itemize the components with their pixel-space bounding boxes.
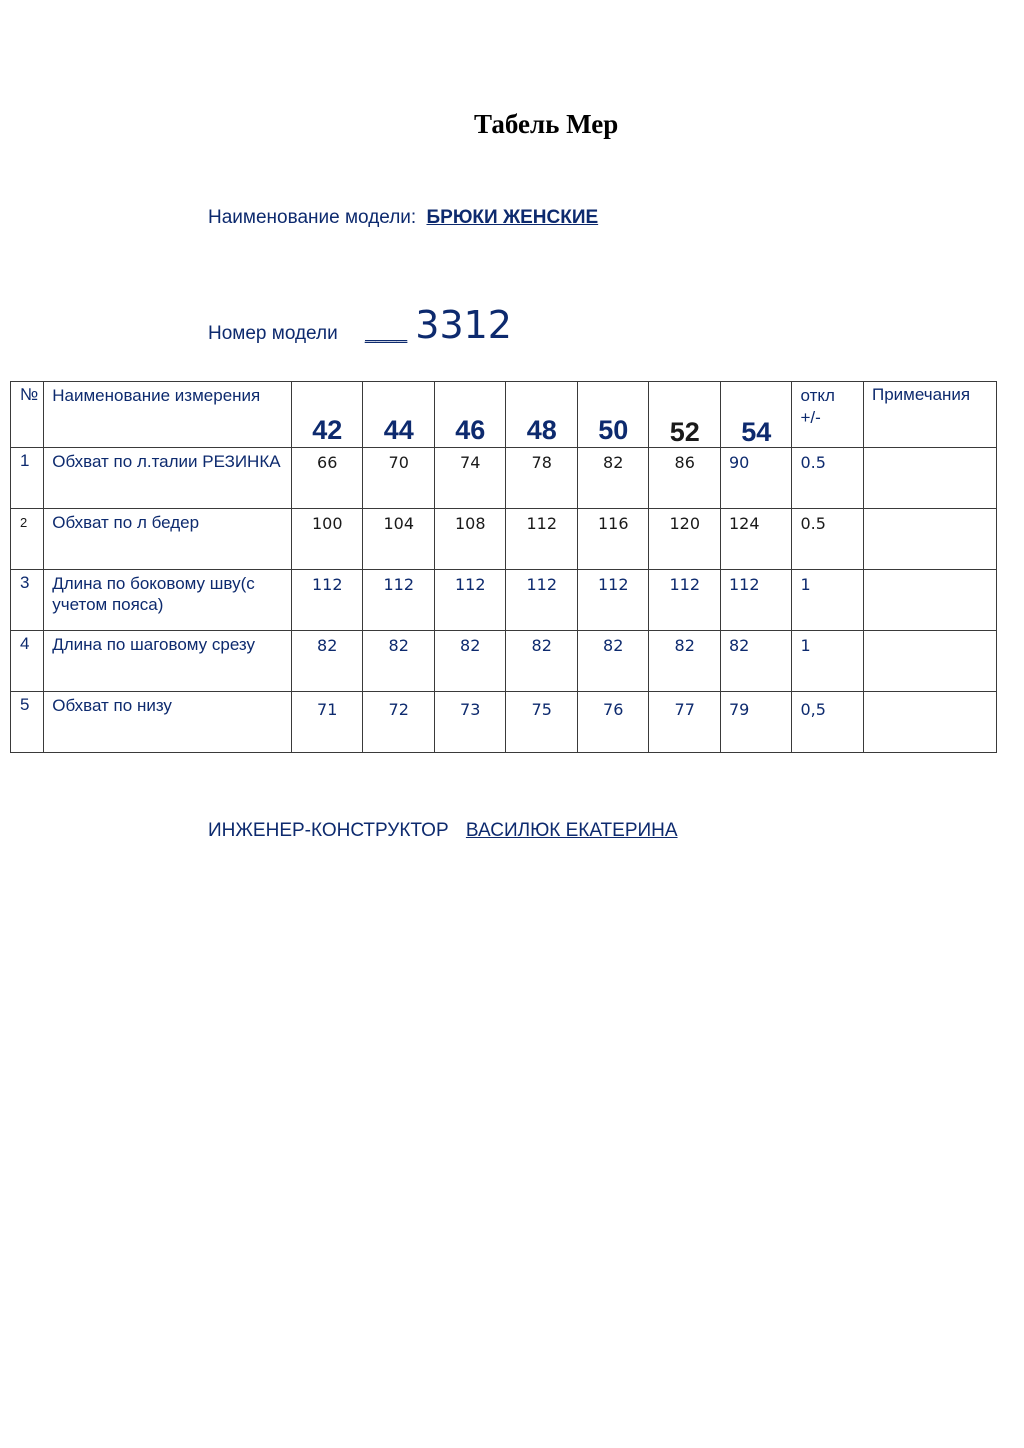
row-name: Длина по боковому шву(с учетом пояса) (52, 574, 255, 614)
row-name: Обхват по л бедер (52, 513, 200, 532)
header-size-54: 54 (720, 382, 792, 448)
model-number-line (208, 304, 512, 348)
model-name-label: Наименование модели: (208, 207, 417, 228)
tolerance-cell: 1 (800, 636, 811, 655)
table-row (11, 509, 997, 570)
model-name-value: БРЮКИ ЖЕНСКИЕ (426, 207, 599, 228)
row-name: Обхват по низу (52, 696, 172, 715)
value-cell: 112 (311, 575, 343, 594)
header-tolerance: откл +/- (792, 382, 864, 448)
value-cell: 86 (674, 453, 695, 472)
notes-cell (863, 570, 996, 631)
row-number: 4 (20, 634, 30, 653)
value-cell: 74 (460, 453, 481, 472)
model-number-underline: ____ (364, 323, 408, 344)
row-number: 2 (20, 515, 28, 530)
value-cell: 76 (603, 700, 624, 719)
value-cell: 112 (526, 514, 557, 533)
header-size-44: 44 (363, 382, 435, 448)
value-cell: 108 (454, 514, 486, 533)
model-name-line (208, 207, 598, 229)
tolerance-cell: 0.5 (800, 514, 826, 533)
document-title: Табель Мер (474, 109, 619, 139)
table-row (11, 631, 997, 692)
value-cell: 82 (603, 453, 624, 472)
value-cell: 82 (531, 636, 552, 655)
model-number-value: 3312 (415, 303, 512, 347)
value-cell: 112 (728, 575, 760, 594)
header-no: № (11, 382, 44, 448)
value-cell: 82 (603, 636, 624, 655)
value-cell: 112 (454, 575, 486, 594)
header-notes: Примечания (863, 382, 996, 448)
value-cell: 73 (460, 700, 481, 719)
header-size-52: 52 (649, 382, 721, 448)
value-cell: 104 (383, 514, 414, 533)
value-cell: 82 (674, 636, 695, 655)
table-row (11, 570, 997, 631)
table-row (11, 448, 997, 509)
engineer-name: ВАСИЛЮК ЕКАТЕРИНА (465, 820, 678, 841)
value-cell: 82 (317, 636, 338, 655)
value-cell: 77 (674, 700, 695, 719)
value-cell: 112 (669, 575, 700, 594)
header-name: Наименование измерения (44, 382, 292, 448)
row-number: 1 (20, 451, 30, 470)
header-size-46: 46 (434, 382, 506, 448)
value-cell: 78 (531, 453, 552, 472)
value-cell: 120 (669, 514, 700, 533)
value-cell: 112 (526, 575, 557, 594)
value-cell: 70 (388, 453, 409, 472)
value-cell: 75 (531, 700, 552, 719)
table-row (11, 692, 997, 753)
measurement-table (10, 381, 997, 753)
value-cell: 112 (597, 575, 629, 594)
tolerance-cell: 1 (800, 575, 811, 594)
row-name: Обхват по л.талии РЕЗИНКА (52, 452, 281, 471)
value-cell: 116 (597, 514, 629, 533)
value-cell: 112 (383, 575, 414, 594)
value-cell: 72 (388, 700, 409, 719)
value-cell: 79 (728, 700, 750, 719)
header-size-48: 48 (506, 382, 578, 448)
header-size-42: 42 (291, 382, 363, 448)
tolerance-cell: 0.5 (800, 453, 826, 472)
value-cell: 124 (728, 514, 760, 533)
value-cell: 82 (728, 636, 750, 655)
row-number: 3 (20, 573, 30, 592)
value-cell: 71 (317, 700, 338, 719)
value-cell: 100 (311, 514, 343, 533)
model-number-label: Номер модели (208, 323, 338, 344)
engineer-line (208, 820, 678, 842)
tolerance-cell: 0,5 (800, 700, 826, 719)
value-cell: 82 (460, 636, 481, 655)
notes-cell (863, 448, 996, 509)
row-number: 5 (20, 695, 30, 714)
row-name: Длина по шаговому срезу (52, 635, 256, 654)
notes-cell (863, 631, 996, 692)
value-cell: 90 (728, 453, 750, 472)
value-cell: 82 (388, 636, 409, 655)
engineer-label: ИНЖЕНЕР-КОНСТРУКТОР (208, 820, 449, 841)
notes-cell (863, 692, 996, 753)
value-cell: 66 (317, 453, 338, 472)
notes-cell (863, 509, 996, 570)
table-header-row (11, 382, 997, 448)
header-size-50: 50 (577, 382, 649, 448)
